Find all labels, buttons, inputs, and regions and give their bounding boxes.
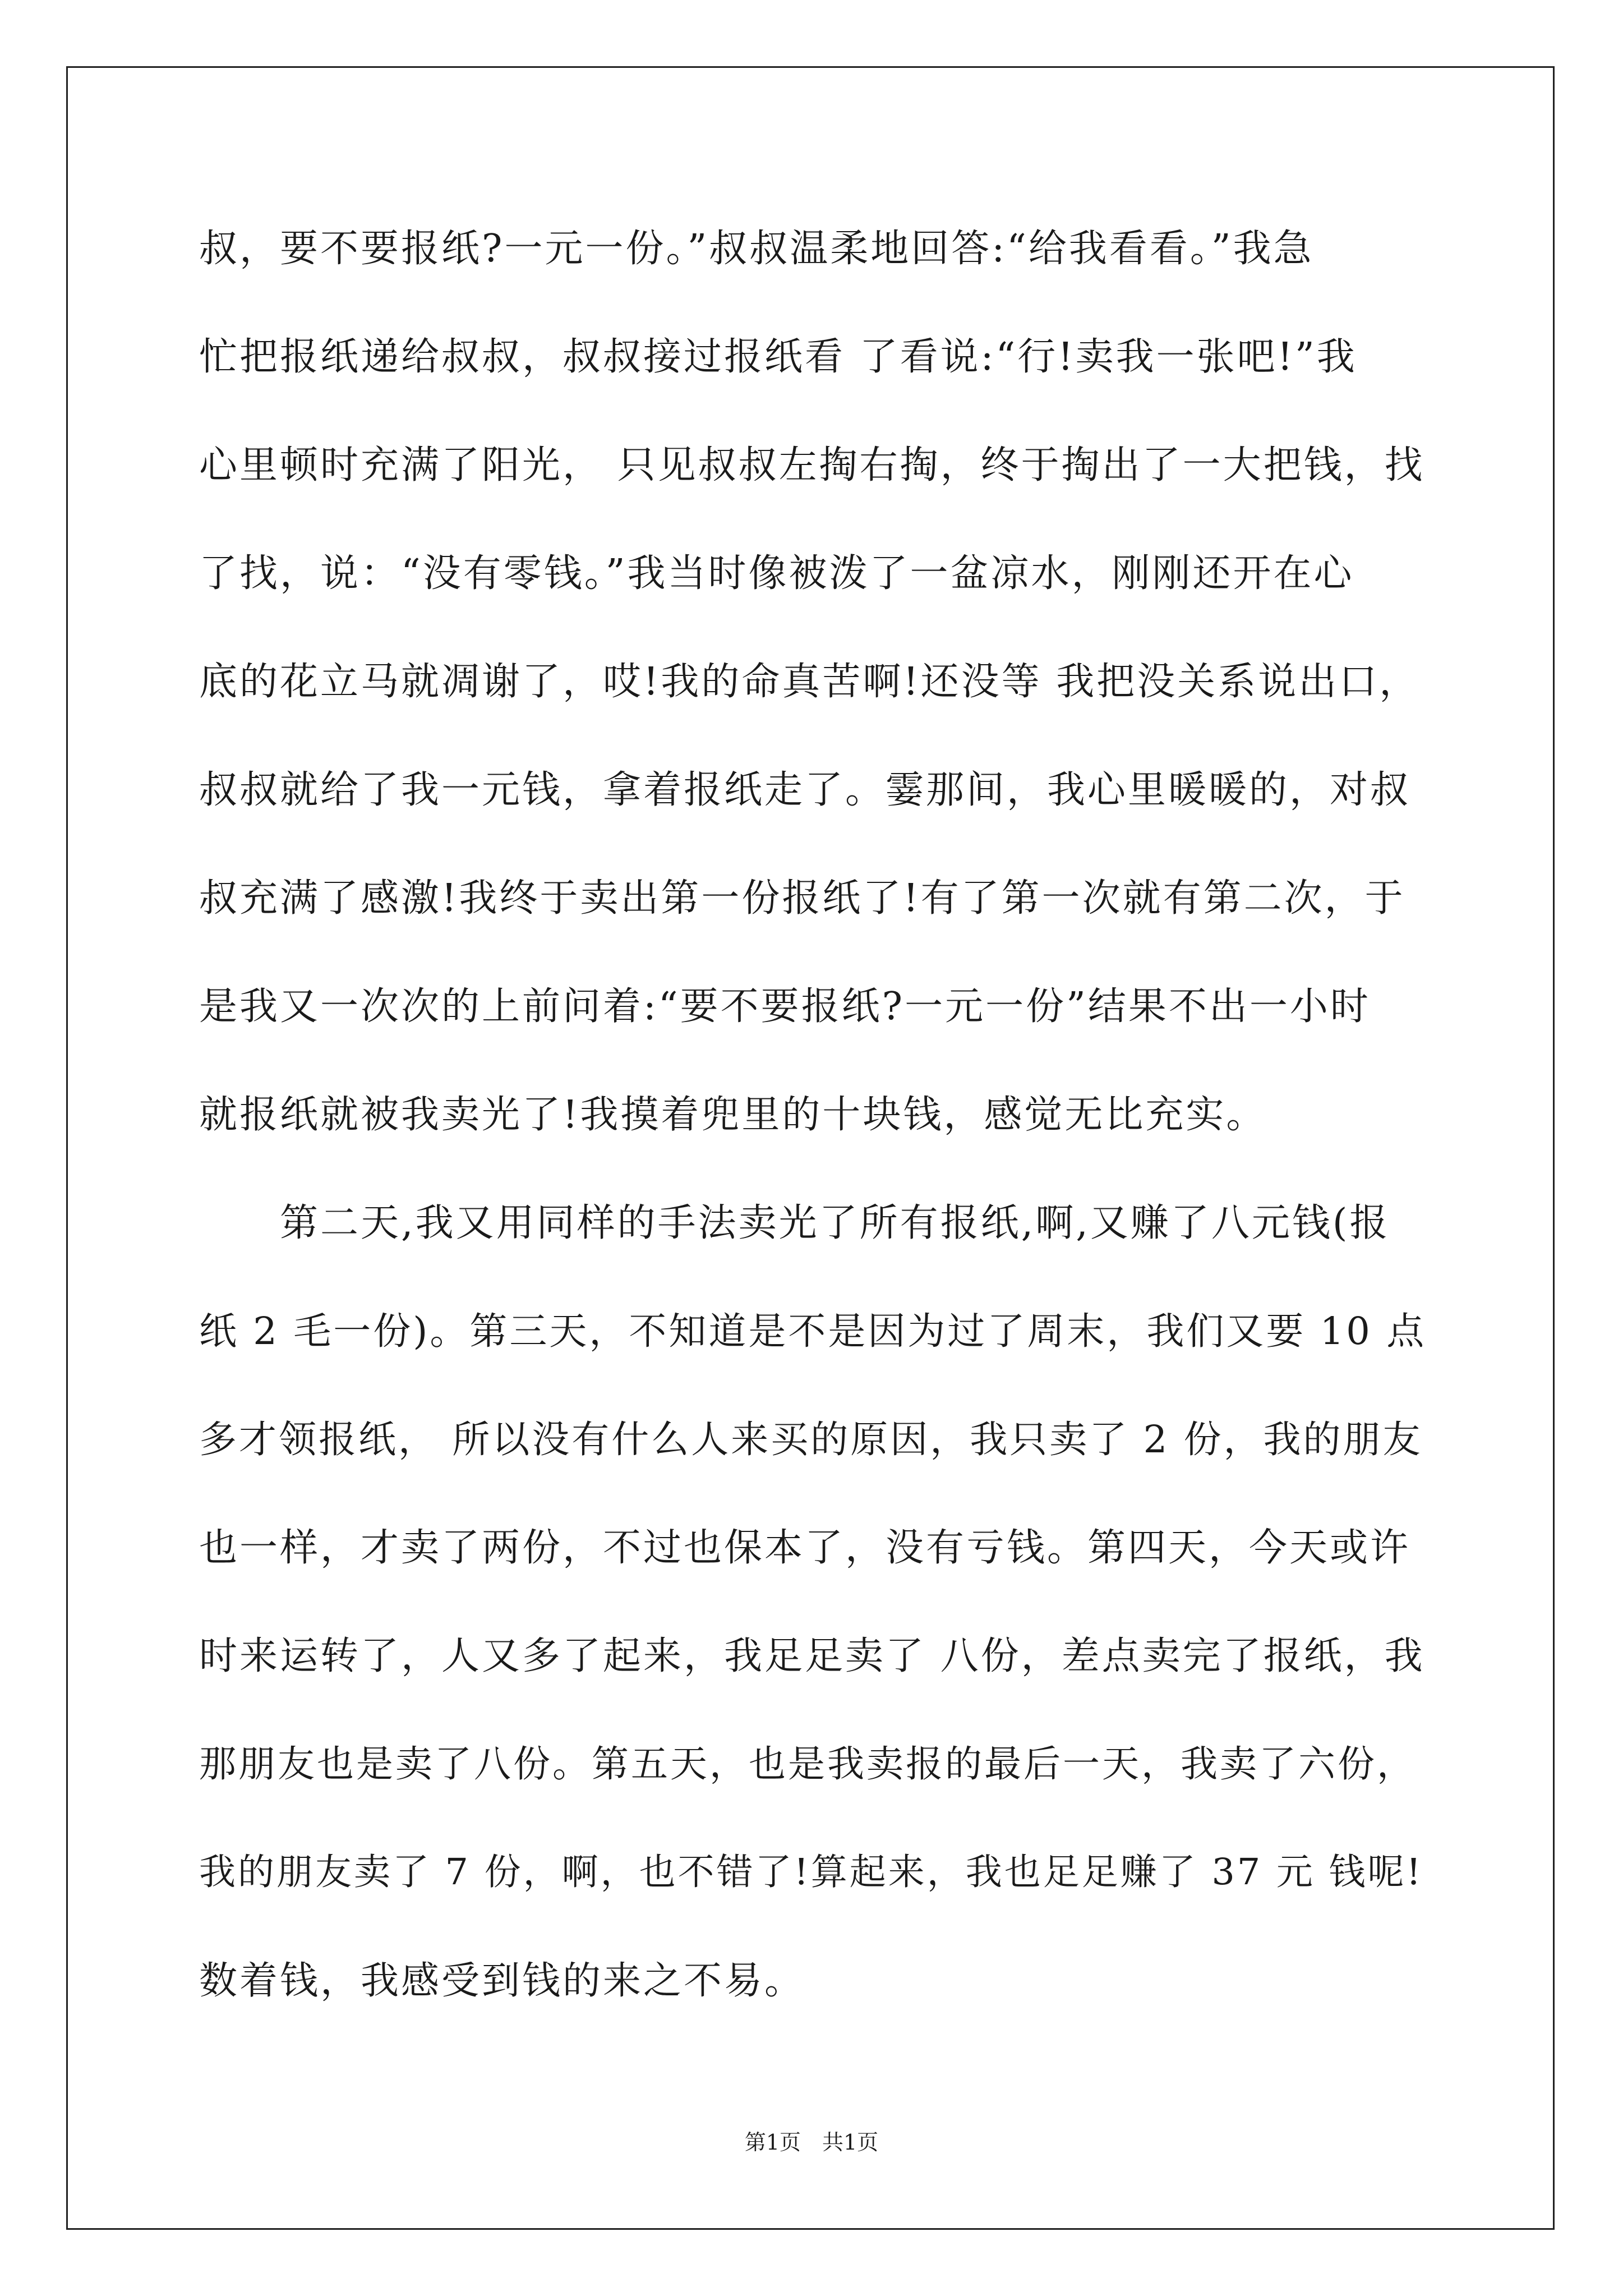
text-line: 忙把报纸递给叔叔，叔叔接过报纸看 了看说:“行!卖我一张吧!”我	[199, 335, 1357, 379]
text-line: 叔叔就给了我一元钱，拿着报纸走了。霎那间，我心里暖暖的，对叔	[199, 768, 1411, 812]
text-line: 是我又一次次的上前问着:“要不要报纸?一元一份”结果不出一小时	[199, 984, 1371, 1029]
text-line: 数着钱，我感受到钱的来之不易。	[199, 1959, 805, 2003]
text-line: 那朋友也是卖了八份。第五天，也是我卖报的最后一天，我卖了六份，	[199, 1742, 1416, 1786]
text-line: 我的朋友卖了 7 份，啊，也不错了!算起来，我也足足赚了 37 元 钱呢!	[199, 1851, 1423, 1893]
text-line: 第二天,我又用同样的手法卖光了所有报纸,啊,又赚了八元钱(报	[199, 1201, 1390, 1245]
text-line: 时来运转了，人又多了起来，我足足卖了 八份，差点卖完了报纸，我	[199, 1634, 1425, 1678]
text-line: 也一样，才卖了两份，不过也保本了，没有亏钱。第四天，今天或许	[199, 1526, 1411, 1570]
text-line: 叔，要不要报纸?一元一份。”叔叔温柔地回答:“给我看看。”我急	[199, 227, 1314, 271]
text-line: 多才领报纸， 所以没有什么人来买的原因，我只卖了 2 份，我的朋友	[199, 1418, 1423, 1461]
text-line: 纸 2 毛一份)。第三天，不知道是不是因为过了周末，我们又要 10 点	[199, 1309, 1427, 1353]
text-line: 心里顿时充满了阳光， 只见叔叔左掏右掏，终于掏出了一大把钱，找	[199, 443, 1425, 487]
text-line: 叔充满了感激!我终于卖出第一份报纸了!有了第一次就有第二次，于	[199, 876, 1405, 921]
page-footer: 第1页 共1页	[744, 2130, 879, 2155]
page-border	[66, 66, 1555, 2230]
text-line: 底的花立马就凋谢了，哎!我的命真苦啊!还没等 我把没关系说出口，	[199, 660, 1420, 704]
text-line: 了找，说：“没有零钱。”我当时像被泼了一盆凉水，刚刚还开在心	[199, 551, 1354, 596]
text-line: 就报纸就被我卖光了!我摸着兜里的十块钱，感觉无比充实。	[199, 1093, 1267, 1137]
